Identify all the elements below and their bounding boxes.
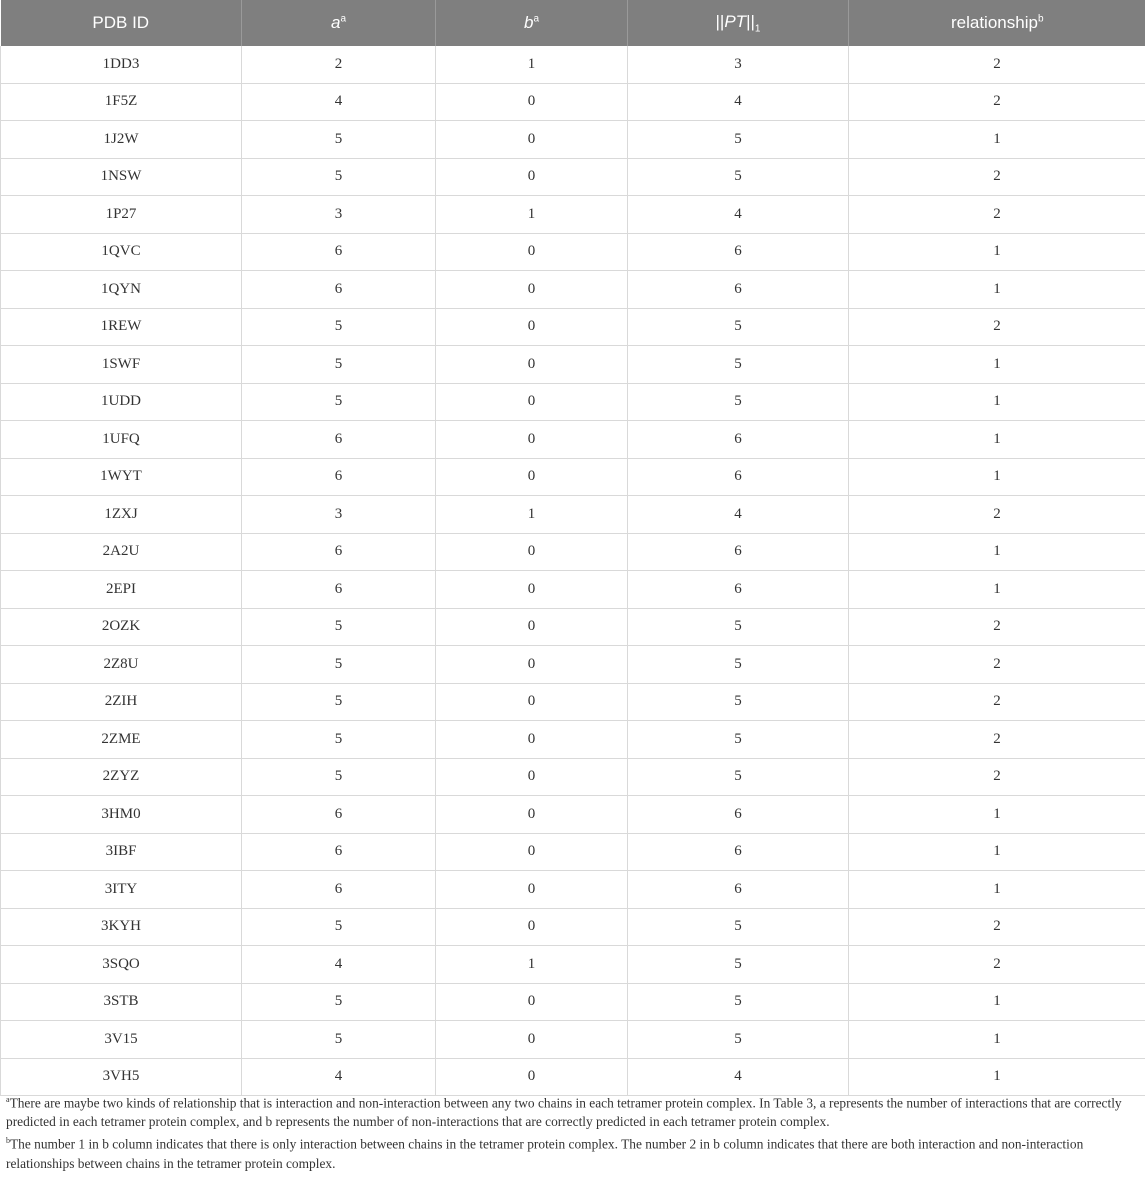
cell-a: 5 — [242, 121, 436, 159]
cell-b: 0 — [436, 646, 628, 684]
table-row — [1, 983, 1145, 1021]
cell-pdb-id: 3ITY — [1, 871, 242, 909]
table-footnotes — [6, 1090, 1136, 1173]
cell-pt-norm: 6 — [628, 271, 849, 309]
cell-pdb-id: 3HM0 — [1, 796, 242, 834]
cell-pdb-id: 1NSW — [1, 158, 242, 196]
cell-pt-norm: 6 — [628, 796, 849, 834]
table-row — [1, 121, 1145, 159]
cell-pt-norm: 6 — [628, 233, 849, 271]
cell-b: 0 — [436, 421, 628, 459]
table-row — [1, 871, 1145, 909]
header-pt-norm — [628, 0, 849, 46]
cell-relationship: 2 — [849, 158, 1145, 196]
cell-relationship: 2 — [849, 608, 1145, 646]
cell-pt-norm: 5 — [628, 308, 849, 346]
header-pdb-id — [1, 0, 242, 46]
cell-pdb-id: 2EPI — [1, 571, 242, 609]
cell-pdb-id: 2OZK — [1, 608, 242, 646]
cell-relationship: 2 — [849, 758, 1145, 796]
cell-pt-norm: 5 — [628, 1021, 849, 1059]
cell-b: 1 — [436, 496, 628, 534]
cell-b: 0 — [436, 533, 628, 571]
cell-b: 0 — [436, 271, 628, 309]
cell-pdb-id: 1UDD — [1, 383, 242, 421]
cell-b: 0 — [436, 83, 628, 121]
cell-relationship: 1 — [849, 871, 1145, 909]
cell-a: 4 — [242, 946, 436, 984]
cell-b: 0 — [436, 721, 628, 759]
cell-b: 1 — [436, 46, 628, 83]
table-row — [1, 833, 1145, 871]
cell-a: 5 — [242, 721, 436, 759]
cell-pt-norm: 5 — [628, 383, 849, 421]
cell-a: 3 — [242, 196, 436, 234]
cell-pt-norm: 5 — [628, 721, 849, 759]
header-relationship-label: relationship — [950, 13, 1038, 32]
cell-relationship: 1 — [849, 233, 1145, 271]
cell-pt-norm: 6 — [628, 571, 849, 609]
cell-pt-norm: 5 — [628, 608, 849, 646]
footnote-a-mark: a — [6, 1095, 10, 1104]
cell-relationship: 2 — [849, 308, 1145, 346]
cell-relationship: 2 — [849, 196, 1145, 234]
table-row — [1, 908, 1145, 946]
cell-pt-norm: 5 — [628, 346, 849, 384]
cell-relationship: 1 — [849, 1021, 1145, 1059]
cell-b: 0 — [436, 121, 628, 159]
header-b — [436, 0, 628, 46]
cell-a: 5 — [242, 1021, 436, 1059]
cell-pdb-id: 2Z8U — [1, 646, 242, 684]
cell-relationship: 1 — [849, 271, 1145, 309]
cell-pdb-id: 1DD3 — [1, 46, 242, 83]
cell-a: 4 — [242, 1058, 436, 1096]
cell-b: 0 — [436, 571, 628, 609]
cell-a: 5 — [242, 308, 436, 346]
cell-pt-norm: 5 — [628, 646, 849, 684]
cell-b: 0 — [436, 158, 628, 196]
cell-a: 4 — [242, 83, 436, 121]
cell-a: 6 — [242, 271, 436, 309]
cell-pdb-id: 3SQO — [1, 946, 242, 984]
cell-pdb-id: 1QYN — [1, 271, 242, 309]
cell-b: 0 — [436, 908, 628, 946]
cell-b: 0 — [436, 1058, 628, 1096]
table-row — [1, 571, 1145, 609]
table-row — [1, 721, 1145, 759]
cell-pt-norm: 5 — [628, 158, 849, 196]
cell-pt-norm: 5 — [628, 908, 849, 946]
cell-a: 6 — [242, 871, 436, 909]
cell-a: 5 — [242, 983, 436, 1021]
cell-a: 5 — [242, 158, 436, 196]
header-pt-subscript: 1 — [754, 23, 761, 35]
table-row — [1, 271, 1145, 309]
table-row — [1, 158, 1145, 196]
header-relationship-footnote-mark: b — [1037, 13, 1044, 25]
cell-pdb-id: 1F5Z — [1, 83, 242, 121]
header-pt-label: PT — [724, 11, 747, 31]
cell-b: 0 — [436, 683, 628, 721]
cell-relationship: 1 — [849, 458, 1145, 496]
cell-pdb-id: 3KYH — [1, 908, 242, 946]
cell-b: 0 — [436, 833, 628, 871]
header-pt-norm-close: || — [746, 11, 755, 31]
cell-relationship: 1 — [849, 833, 1145, 871]
cell-pdb-id: 1QVC — [1, 233, 242, 271]
cell-pdb-id: 1UFQ — [1, 421, 242, 459]
table-row — [1, 646, 1145, 684]
cell-pt-norm: 4 — [628, 496, 849, 534]
header-b-label: b — [523, 13, 534, 32]
cell-pt-norm: 6 — [628, 833, 849, 871]
header-pdb-id-label: PDB ID — [92, 13, 150, 32]
table-row — [1, 458, 1145, 496]
cell-b: 0 — [436, 233, 628, 271]
header-a-footnote-mark: a — [340, 13, 347, 25]
cell-relationship: 2 — [849, 46, 1145, 83]
cell-pdb-id: 3VH5 — [1, 1058, 242, 1096]
cell-relationship: 1 — [849, 571, 1145, 609]
cell-pdb-id: 3STB — [1, 983, 242, 1021]
cell-b: 0 — [436, 608, 628, 646]
table-row — [1, 496, 1145, 534]
cell-pt-norm: 4 — [628, 196, 849, 234]
cell-b: 0 — [436, 983, 628, 1021]
cell-relationship: 2 — [849, 496, 1145, 534]
cell-pdb-id: 1SWF — [1, 346, 242, 384]
cell-b: 0 — [436, 871, 628, 909]
cell-b: 0 — [436, 308, 628, 346]
table-row — [1, 533, 1145, 571]
cell-a: 5 — [242, 383, 436, 421]
cell-a: 6 — [242, 533, 436, 571]
cell-relationship: 1 — [849, 346, 1145, 384]
footnote-b — [6, 1131, 1136, 1172]
cell-pdb-id: 1ZXJ — [1, 496, 242, 534]
cell-a: 6 — [242, 233, 436, 271]
cell-a: 6 — [242, 571, 436, 609]
cell-relationship: 2 — [849, 908, 1145, 946]
cell-b: 0 — [436, 458, 628, 496]
table-row — [1, 46, 1145, 83]
cell-relationship: 1 — [849, 533, 1145, 571]
table-row — [1, 758, 1145, 796]
cell-pt-norm: 5 — [628, 683, 849, 721]
cell-pt-norm: 3 — [628, 46, 849, 83]
cell-relationship: 1 — [849, 121, 1145, 159]
table-row — [1, 608, 1145, 646]
header-b-footnote-mark: a — [533, 13, 540, 25]
cell-pt-norm: 6 — [628, 421, 849, 459]
cell-b: 1 — [436, 946, 628, 984]
cell-a: 6 — [242, 833, 436, 871]
cell-pdb-id: 1WYT — [1, 458, 242, 496]
cell-a: 2 — [242, 46, 436, 83]
header-a — [242, 0, 436, 46]
cell-b: 0 — [436, 1021, 628, 1059]
cell-pt-norm: 5 — [628, 946, 849, 984]
cell-pt-norm: 4 — [628, 83, 849, 121]
cell-a: 5 — [242, 646, 436, 684]
cell-a: 5 — [242, 908, 436, 946]
header-pt-norm-open: || — [715, 11, 725, 31]
table-body — [1, 46, 1145, 1096]
cell-a: 5 — [242, 683, 436, 721]
cell-pdb-id: 2A2U — [1, 533, 242, 571]
cell-a: 5 — [242, 758, 436, 796]
cell-pdb-id: 2ZYZ — [1, 758, 242, 796]
cell-pdb-id: 3V15 — [1, 1021, 242, 1059]
cell-pdb-id: 2ZIH — [1, 683, 242, 721]
cell-relationship: 1 — [849, 421, 1145, 459]
table-row — [1, 683, 1145, 721]
table-row — [1, 233, 1145, 271]
cell-pt-norm: 6 — [628, 458, 849, 496]
cell-relationship: 2 — [849, 683, 1145, 721]
cell-a: 6 — [242, 458, 436, 496]
table-row — [1, 196, 1145, 234]
cell-relationship: 1 — [849, 983, 1145, 1021]
table-row — [1, 421, 1145, 459]
cell-pt-norm: 6 — [628, 871, 849, 909]
cell-b: 0 — [436, 758, 628, 796]
table-header — [1, 0, 1145, 46]
cell-pt-norm: 5 — [628, 121, 849, 159]
header-row — [1, 0, 1145, 46]
table-row — [1, 346, 1145, 384]
cell-relationship: 2 — [849, 946, 1145, 984]
cell-b: 1 — [436, 196, 628, 234]
table-row — [1, 383, 1145, 421]
cell-relationship: 2 — [849, 721, 1145, 759]
cell-b: 0 — [436, 383, 628, 421]
footnote-a — [6, 1090, 1136, 1131]
footnote-b-mark: b — [6, 1136, 10, 1146]
table-row — [1, 1021, 1145, 1059]
cell-relationship: 1 — [849, 796, 1145, 834]
cell-a: 6 — [242, 421, 436, 459]
cell-a: 5 — [242, 608, 436, 646]
cell-a: 6 — [242, 796, 436, 834]
table-row — [1, 796, 1145, 834]
cell-pdb-id: 1P27 — [1, 196, 242, 234]
cell-pdb-id: 3IBF — [1, 833, 242, 871]
cell-b: 0 — [436, 796, 628, 834]
table-row — [1, 308, 1145, 346]
cell-b: 0 — [436, 346, 628, 384]
cell-relationship: 2 — [849, 83, 1145, 121]
cell-a: 5 — [242, 346, 436, 384]
cell-pdb-id: 1J2W — [1, 121, 242, 159]
cell-pdb-id: 1REW — [1, 308, 242, 346]
footnote-b-text: The number 1 in b column indicates that there is only interaction between chains in the tetramer protein complex. The number 2 in b column indicates that there are both interaction and non-interaction relationships between chains in the tetramer protein complex. — [6, 1136, 1084, 1171]
cell-pdb-id: 2ZME — [1, 721, 242, 759]
header-relationship — [849, 0, 1145, 46]
table-row — [1, 946, 1145, 984]
header-a-label: a — [330, 13, 341, 32]
cell-a: 3 — [242, 496, 436, 534]
table-row — [1, 83, 1145, 121]
cell-pt-norm: 6 — [628, 533, 849, 571]
cell-relationship: 2 — [849, 646, 1145, 684]
cell-pt-norm: 5 — [628, 983, 849, 1021]
cell-relationship: 1 — [849, 1058, 1145, 1096]
cell-pt-norm: 4 — [628, 1058, 849, 1096]
cell-pt-norm: 5 — [628, 758, 849, 796]
footnote-a-text: There are maybe two kinds of relationship that is interaction and non-interaction between any two chains in each tetramer protein complex. In Table 3, a represents the number of interactions that are correctly predicted in each tetramer protein complex, and b represents the number of non-interactions that are correctly predicted in each tetramer protein complex. — [6, 1095, 1122, 1130]
cell-relationship: 1 — [849, 383, 1145, 421]
